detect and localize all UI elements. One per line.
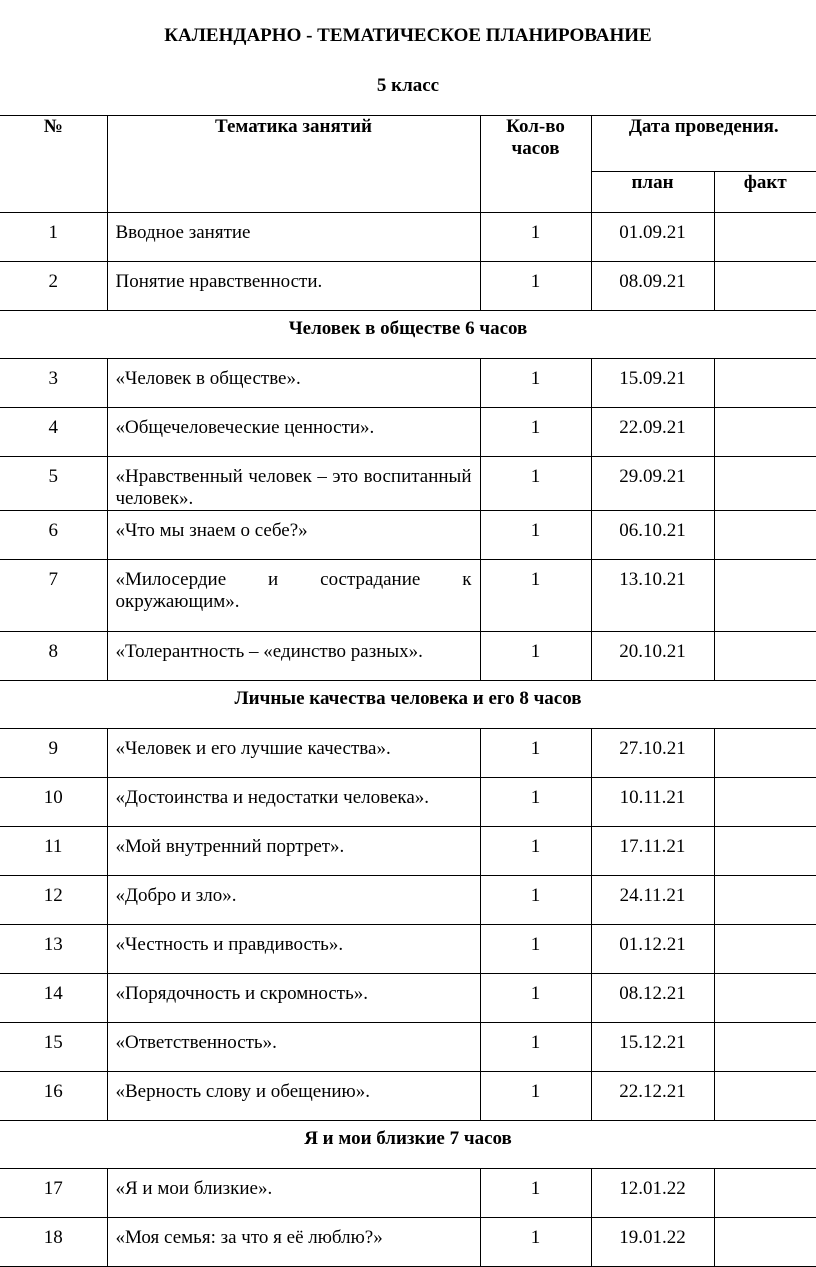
row-plan-date: 27.10.21 (591, 729, 714, 778)
row-fact-date (714, 213, 816, 262)
row-number: 9 (0, 729, 107, 778)
row-number: 3 (0, 359, 107, 408)
section-heading: Я и мои близкие 7 часов (0, 1121, 816, 1169)
row-plan-date: 01.12.21 (591, 925, 714, 974)
row-fact-date (714, 778, 816, 827)
row-hours: 1 (480, 1218, 591, 1267)
table-row (0, 1218, 816, 1267)
row-plan-date: 13.10.21 (591, 560, 714, 632)
row-fact-date (714, 632, 816, 681)
table-row (0, 1072, 816, 1121)
header-hours (480, 116, 591, 213)
row-number: 16 (0, 1072, 107, 1121)
row-hours: 1 (480, 262, 591, 311)
row-hours: 1 (480, 827, 591, 876)
row-hours: 1 (480, 457, 591, 511)
row-topic: «Нравственный человек – это воспитанный человек». (107, 457, 480, 511)
row-plan-date: 10.11.21 (591, 778, 714, 827)
row-topic: «Честность и правдивость». (107, 925, 480, 974)
header-topic: Тематика занятий (107, 116, 480, 213)
row-fact-date (714, 1218, 816, 1267)
table-row (0, 876, 816, 925)
header-plan: план (591, 172, 714, 213)
row-topic: Понятие нравственности. (107, 262, 480, 311)
row-number: 14 (0, 974, 107, 1023)
row-fact-date (714, 925, 816, 974)
row-fact-date (714, 262, 816, 311)
row-hours: 1 (480, 213, 591, 262)
row-number: 7 (0, 560, 107, 632)
row-fact-date (714, 974, 816, 1023)
section-row (0, 681, 816, 729)
row-topic: Вводное занятие (107, 213, 480, 262)
row-number: 6 (0, 511, 107, 560)
row-hours: 1 (480, 560, 591, 632)
header-number: № (0, 116, 107, 213)
table-row (0, 262, 816, 311)
row-fact-date (714, 827, 816, 876)
row-number: 12 (0, 876, 107, 925)
document-subtitle: 5 класс (376, 75, 440, 96)
row-hours: 1 (480, 876, 591, 925)
section-heading: Личные качества человека и его 8 часов (0, 681, 816, 729)
row-hours: 1 (480, 778, 591, 827)
table-row (0, 974, 816, 1023)
row-topic: «Толерантность – «единство разных». (107, 632, 480, 681)
row-number: 18 (0, 1218, 107, 1267)
row-plan-date: 15.12.21 (591, 1023, 714, 1072)
row-fact-date (714, 876, 816, 925)
row-topic: «Что мы знаем о себе?» (107, 511, 480, 560)
row-number: 4 (0, 408, 107, 457)
row-plan-date: 20.10.21 (591, 632, 714, 681)
table-row (0, 408, 816, 457)
table-row (0, 560, 816, 632)
table-row (0, 359, 816, 408)
row-hours: 1 (480, 974, 591, 1023)
row-hours: 1 (480, 925, 591, 974)
row-plan-date: 08.09.21 (591, 262, 714, 311)
row-topic: «Человек в обществе». (107, 359, 480, 408)
row-hours: 1 (480, 632, 591, 681)
table-row (0, 1023, 816, 1072)
row-topic: «Милосердие и сострадание к окружающим». (107, 560, 480, 632)
row-number: 5 (0, 457, 107, 511)
row-number: 17 (0, 1169, 107, 1218)
row-plan-date: 22.09.21 (591, 408, 714, 457)
row-topic: «Человек и его лучшие качества». (107, 729, 480, 778)
row-topic: «Ответственность». (107, 1023, 480, 1072)
table-row (0, 511, 816, 560)
row-fact-date (714, 408, 816, 457)
table-row (0, 632, 816, 681)
table-row (0, 1169, 816, 1218)
row-plan-date: 22.12.21 (591, 1072, 714, 1121)
row-number: 8 (0, 632, 107, 681)
row-topic: «Моя семья: за что я её люблю?» (107, 1218, 480, 1267)
table-body (0, 213, 816, 1267)
row-number: 15 (0, 1023, 107, 1072)
row-hours: 1 (480, 408, 591, 457)
row-fact-date (714, 457, 816, 511)
table-row (0, 729, 816, 778)
row-topic: «Верность слову и обещению». (107, 1072, 480, 1121)
row-fact-date (714, 729, 816, 778)
row-topic: «Достоинства и недостатки человека». (107, 778, 480, 827)
table-row (0, 213, 816, 262)
row-hours: 1 (480, 1169, 591, 1218)
header-date: Дата проведения. (591, 116, 816, 172)
row-plan-date: 15.09.21 (591, 359, 714, 408)
section-heading: Человек в обществе 6 часов (0, 311, 816, 359)
row-hours: 1 (480, 1072, 591, 1121)
row-topic: «Мой внутренний портрет». (107, 827, 480, 876)
section-row (0, 311, 816, 359)
row-plan-date: 08.12.21 (591, 974, 714, 1023)
row-fact-date (714, 560, 816, 632)
row-plan-date: 01.09.21 (591, 213, 714, 262)
row-number: 1 (0, 213, 107, 262)
row-hours: 1 (480, 359, 591, 408)
row-plan-date: 29.09.21 (591, 457, 714, 511)
section-row (0, 1121, 816, 1169)
row-hours: 1 (480, 1023, 591, 1072)
table-row (0, 457, 816, 511)
row-fact-date (714, 1023, 816, 1072)
row-number: 11 (0, 827, 107, 876)
document-title: КАЛЕНДАРНО - ТЕМАТИЧЕСКОЕ ПЛАНИРОВАНИЕ (164, 25, 652, 46)
row-plan-date: 12.01.22 (591, 1169, 714, 1218)
planning-table (0, 115, 816, 1267)
table-row (0, 778, 816, 827)
header-fact: факт (714, 172, 816, 213)
row-hours: 1 (480, 729, 591, 778)
row-topic: «Порядочность и скромность». (107, 974, 480, 1023)
row-fact-date (714, 1072, 816, 1121)
row-number: 13 (0, 925, 107, 974)
row-topic: «Общечеловеческие ценности». (107, 408, 480, 457)
row-plan-date: 19.01.22 (591, 1218, 714, 1267)
row-hours: 1 (480, 511, 591, 560)
row-topic: «Я и мои близкие». (107, 1169, 480, 1218)
row-fact-date (714, 511, 816, 560)
row-plan-date: 17.11.21 (591, 827, 714, 876)
header-hours-label: Кол-во часов (506, 116, 565, 159)
row-fact-date (714, 359, 816, 408)
row-number: 2 (0, 262, 107, 311)
row-fact-date (714, 1169, 816, 1218)
table-row (0, 925, 816, 974)
table-row (0, 827, 816, 876)
row-number: 10 (0, 778, 107, 827)
row-plan-date: 06.10.21 (591, 511, 714, 560)
row-plan-date: 24.11.21 (591, 876, 714, 925)
row-topic: «Добро и зло». (107, 876, 480, 925)
